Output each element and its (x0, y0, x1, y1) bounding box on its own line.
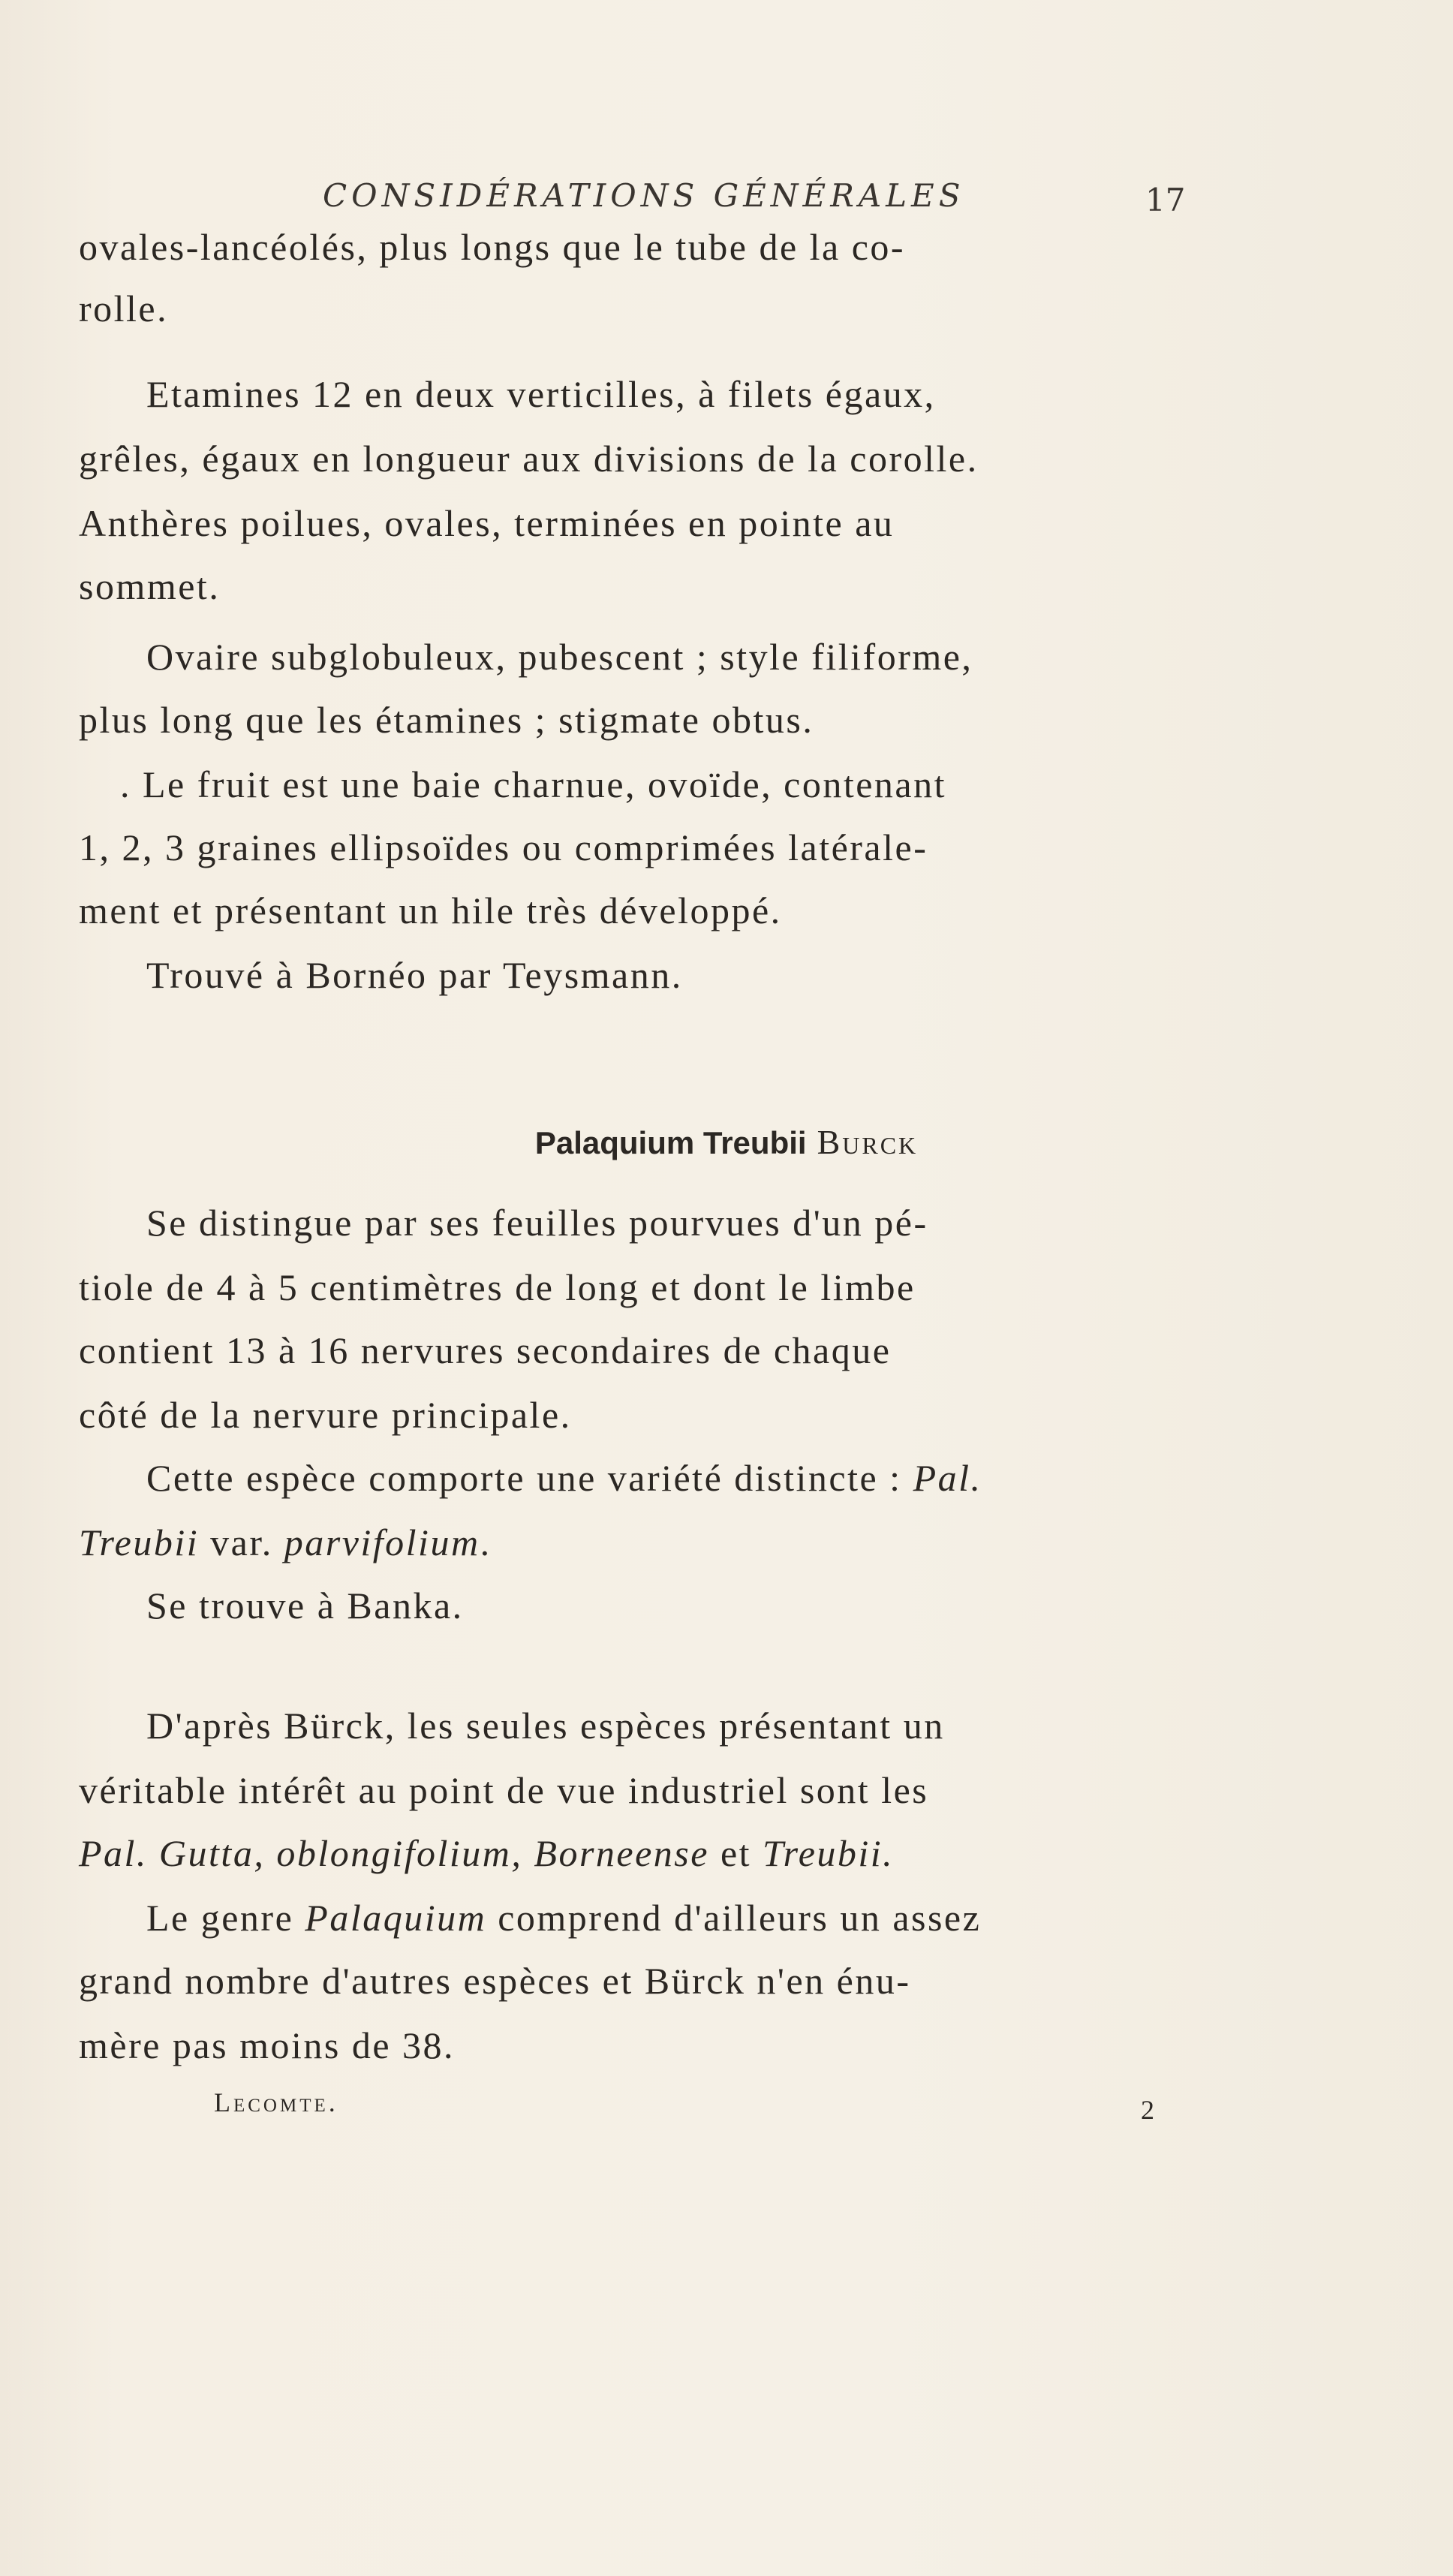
text-line: mère pas moins de 38. (79, 2024, 456, 2066)
text-line: 1, 2, 3 graines ellipsoïdes ou comprimées latérale- (79, 826, 928, 868)
variety-name: parvifolium (284, 1521, 480, 1563)
text-line (79, 1831, 1167, 1875)
variety-intro: Cette espèce comporte une variété distincte : (146, 1457, 902, 1499)
text-line (79, 1521, 1167, 1564)
running-title: CONSIDÉRATIONS GÉNÉRALES (323, 177, 965, 214)
text-line: plus long que les étamines ; stigmate obtus. (79, 699, 814, 741)
genus-rest: comprend d'ailleurs un assez (498, 1897, 982, 1939)
signature-mark: 2 (1141, 2095, 1154, 2125)
conjunction: et (720, 1832, 752, 1874)
text-line (146, 1456, 1235, 1500)
variety-var: var. (210, 1521, 273, 1563)
species-title: Palaquium Treubii (534, 1125, 807, 1160)
text-line: Se distingue par ses feuilles pourvues d'un pé- (146, 1202, 928, 1244)
text-line: Ovaire subglobuleux, pubescent ; style filiforme, (146, 636, 973, 678)
page-number: 17 (1145, 182, 1186, 218)
variety-species: Treubii (79, 1521, 200, 1563)
text-line: Trouvé à Bornéo par Teysmann. (146, 954, 683, 996)
text-line: côté de la nervure principale. (79, 1394, 572, 1436)
text-line: grand nombre d'autres espèces et Bürck n'en énu- (79, 1960, 911, 2002)
section-heading (0, 1122, 1453, 1162)
text-line: tiole de 4 à 5 centimètres de long et dont le limbe (79, 1266, 916, 1308)
species-borneense: Borneense (534, 1832, 709, 1874)
text-line: Etamines 12 en deux verticilles, à filets égaux, (146, 373, 936, 415)
variety-end: . (480, 1521, 492, 1563)
species-oblongifolium: oblongifolium, (276, 1832, 523, 1874)
text-line: ovales-lancéolés, plus longs que le tube de la co- (79, 226, 906, 268)
text-line: D'après Bürck, les seules espèces présentant un (146, 1705, 945, 1747)
text-line (146, 1896, 1235, 1940)
text-line: grêles, égaux en longueur aux divisions de la corolle. (79, 438, 979, 480)
footer-author: Lecomte. (214, 2087, 338, 2117)
genus-name: Palaquium (305, 1897, 487, 1939)
text-line: rolle. (79, 287, 169, 330)
genus-intro: Le genre (146, 1897, 294, 1939)
text-line: sommet. (79, 565, 221, 607)
text-line: . Le fruit est une baie charnue, ovoïde, contenant (120, 763, 947, 805)
text-line: contient 13 à 16 nervures secondaires de chaque (79, 1329, 892, 1371)
text-line: Anthères poilues, ovales, terminées en pointe au (79, 502, 895, 544)
species-gutta: Pal. Gutta, (79, 1832, 266, 1874)
species-author: Burck (817, 1123, 919, 1161)
variety-genus: Pal. (913, 1457, 982, 1499)
species-treubii: Treubii. (763, 1832, 895, 1874)
text-line: véritable intérêt au point de vue industriel sont les (79, 1769, 929, 1811)
text-line: ment et présentant un hile très développé. (79, 889, 782, 931)
text-line: Se trouve à Banka. (146, 1584, 464, 1627)
